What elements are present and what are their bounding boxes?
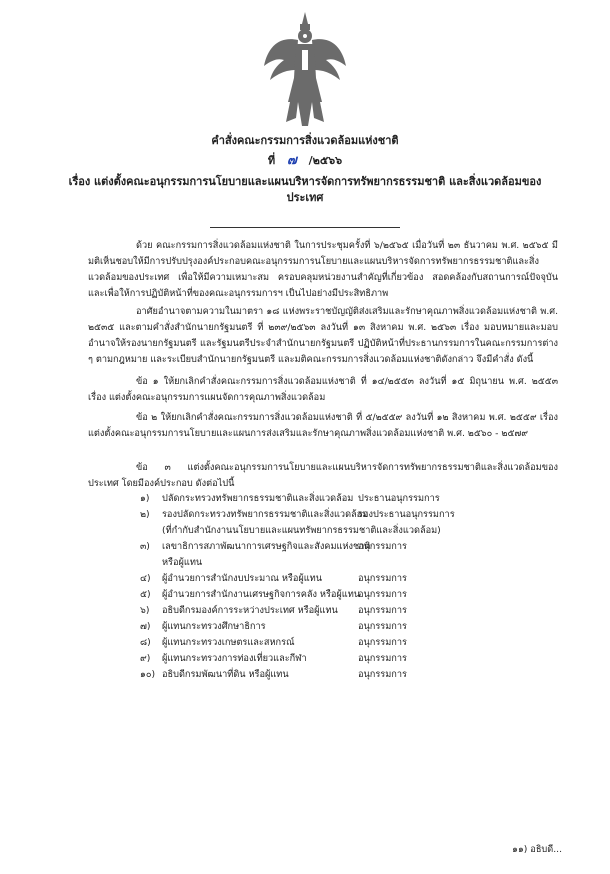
list-item: ๓) เลขาธิการสภาพัฒนาการเศรษฐกิจและสังคมแห่งชาติ อนุกรรมการ หรือผู้แทน [140, 541, 407, 568]
list-item: ๕) ผู้อำนวยการสำนักงานเศรษฐกิจการคลัง หรือผู้แทน อนุกรรมการ [140, 589, 407, 600]
paragraph-preamble: ด้วย คณะกรรมการสิ่งแวดล้อมแห่งชาติ ในการประชุมครั้งที่ ๖/๒๕๖๕ เมื่อวันที่ ๒๓ ธันวาคม พ.ศ. ๒๕๖๕ มีมติเห็นชอบให้มีการปรับปรุงองค์ประกอบคณะอนุกรรมการนโยบายและแผนบริหารจัดการทรัพยากรธรรมชาติและสิ่งแวดล้อมของประเทศ เพื่อให้มีความเหมาะสม ครอบคลุมหน่วยงานสำคัญที่เกี่ยวข้อง สอดคล้องกับสถานการณ์ปัจจุบัน และเพื่อให้การปฏิบัติหน้าที่ของคณะอนุกรรมการฯ เป็นไปอย่างมีประสิทธิภาพ [88, 240, 558, 299]
paragraph-clause-3: ข้อ ๓ แต่งตั้งคณะอนุกรรมการนโยบายและแผนบริหารจัดการทรัพยากรธรรมชาติและสิ่งแวดล้อมของประเทศ โดยมีองค์ประกอบ ดังต่อไปนี้ [88, 462, 558, 489]
list-item: ๑๐) อธิบดีกรมพัฒนาที่ดิน หรือผู้แทน อนุกรรมการ [140, 669, 407, 680]
list-item: ๒) รองปลัดกระทรวงทรัพยากรธรรมชาติและสิ่งแวดล้อม รองประธานอนุกรรมการ (ที่กำกับสำนักงานนโยบายและแผนทรัพยากรธรรมชาติและสิ่งแวดล้อม) [140, 509, 455, 536]
list-item: ๔) ผู้อำนวยการสำนักงบประมาณ หรือผู้แทน อนุกรรมการ [140, 573, 407, 584]
order-title: คำสั่งคณะกรรมการสิ่งแวดล้อมแห่งชาติ [211, 134, 399, 147]
order-subject: เรื่อง แต่งตั้งคณะอนุกรรมการนโยบายและแผนบริหารจัดการทรัพยากรธรรมชาติ และสิ่งแวดล้อมของประเทศ [68, 175, 542, 204]
garuda-emblem-icon [262, 10, 348, 128]
order-number-handwritten: ๗ [286, 153, 297, 168]
list-item: ๗) ผู้แทนกระทรวงศึกษาธิการ อนุกรรมการ [140, 621, 407, 632]
paragraph-authority: อาศัยอำนาจตามความในมาตรา ๑๘ แห่งพระราชบัญญัติส่งเสริมและรักษาคุณภาพสิ่งแวดล้อมแห่งชาติ พ.ศ. ๒๕๓๕ และตามคำสั่งสำนักนายกรัฐมนตรี ที่ ๒๓๙/๒๕๖๓ ลงวันที่ ๑๓ สิงหาคม พ.ศ. ๒๕๖๓ เรื่อง มอบหมายและมอบอำนาจให้รองนายกรัฐมนตรี และรัฐมนตรีประจำสำนักนายกรัฐมนตรี ปฏิบัติหน้าที่ประธานกรรมการในคณะกรรมการต่าง ๆ ตามกฎหมาย และระเบียบสำนักนายกรัฐมนตรี และมติคณะกรรมการสิ่งแวดล้อมแห่งชาติดังกล่าว จึงมีคำสั่ง ดังนี้ [88, 306, 558, 365]
order-number [0, 153, 610, 169]
member-list [140, 491, 560, 683]
paragraph-clause-1: ข้อ ๑ ให้ยกเลิกคำสั่งคณะกรรมการสิ่งแวดล้อมแห่งชาติ ที่ ๑๔/๒๕๕๓ ลงวันที่ ๑๕ มิถุนายน พ.ศ. ๒๕๕๓ เรื่อง แต่งตั้งคณะอนุกรรมการแผนจัดการคุณภาพสิ่งแวดล้อม [88, 376, 558, 403]
page-continuation: ๑๑) อธิบดี... [512, 844, 562, 855]
order-number-suffix: /๒๕๖๖ [308, 154, 343, 167]
list-item: ๘) ผู้แทนกระทรวงเกษตรและสหกรณ์ อนุกรรมการ [140, 637, 407, 648]
order-number-prefix: ที่ [267, 154, 276, 167]
paragraph-clause-2: ข้อ ๒ ให้ยกเลิกคำสั่งคณะกรรมการสิ่งแวดล้อมแห่งชาติ ที่ ๕/๒๕๕๙ ลงวันที่ ๑๒ สิงหาคม พ.ศ. ๒๕๕๙ เรื่อง แต่งตั้งคณะอนุกรรมการนโยบายและแผนการส่งเสริมและรักษาคุณภาพสิ่งแวดล้อมแห่งชาติ พ.ศ. ๒๕๖๐ - ๒๕๗๙ [88, 412, 558, 439]
header-divider [210, 227, 400, 228]
list-item: ๑) ปลัดกระทรวงทรัพยากรธรรมชาติและสิ่งแวดล้อม ประธานอนุกรรมการ [140, 493, 440, 504]
list-item: ๙) ผู้แทนกระทรวงการท่องเที่ยวและกีฬา อนุกรรมการ [140, 653, 407, 664]
list-item: ๖) อธิบดีกรมองค์การระหว่างประเทศ หรือผู้แทน อนุกรรมการ [140, 605, 407, 616]
